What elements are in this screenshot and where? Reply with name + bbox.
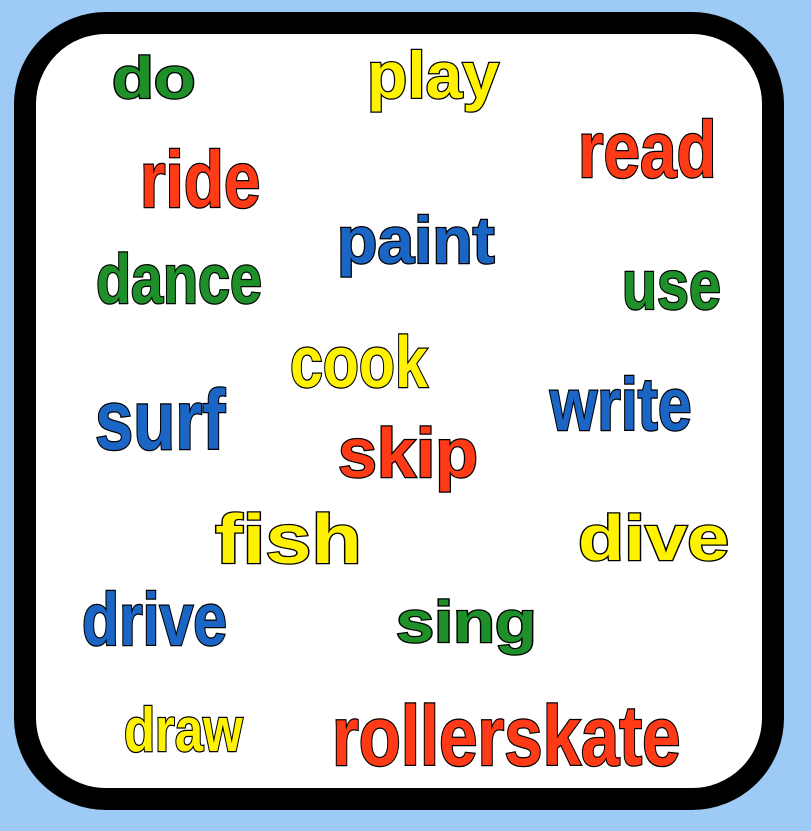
word-rollerskate: rollerskate (332, 689, 681, 783)
word-use: use (622, 246, 721, 324)
word-ride: ride (140, 135, 261, 224)
word-read: read (578, 105, 717, 194)
word-dive: dive (578, 502, 730, 574)
word-write: write (550, 363, 692, 446)
word-draw: draw (124, 696, 243, 765)
word-sing: sing (396, 590, 537, 655)
word-skip: skip (338, 414, 479, 492)
word-paint: paint (337, 203, 495, 277)
word-do: do (112, 46, 196, 111)
word-play: play (367, 38, 500, 112)
word-surf: surf (95, 373, 226, 467)
word-drive: drive (82, 578, 228, 661)
word-dance: dance (96, 240, 262, 318)
word-cook: cook (290, 323, 428, 403)
word-fish: fish (215, 500, 362, 578)
